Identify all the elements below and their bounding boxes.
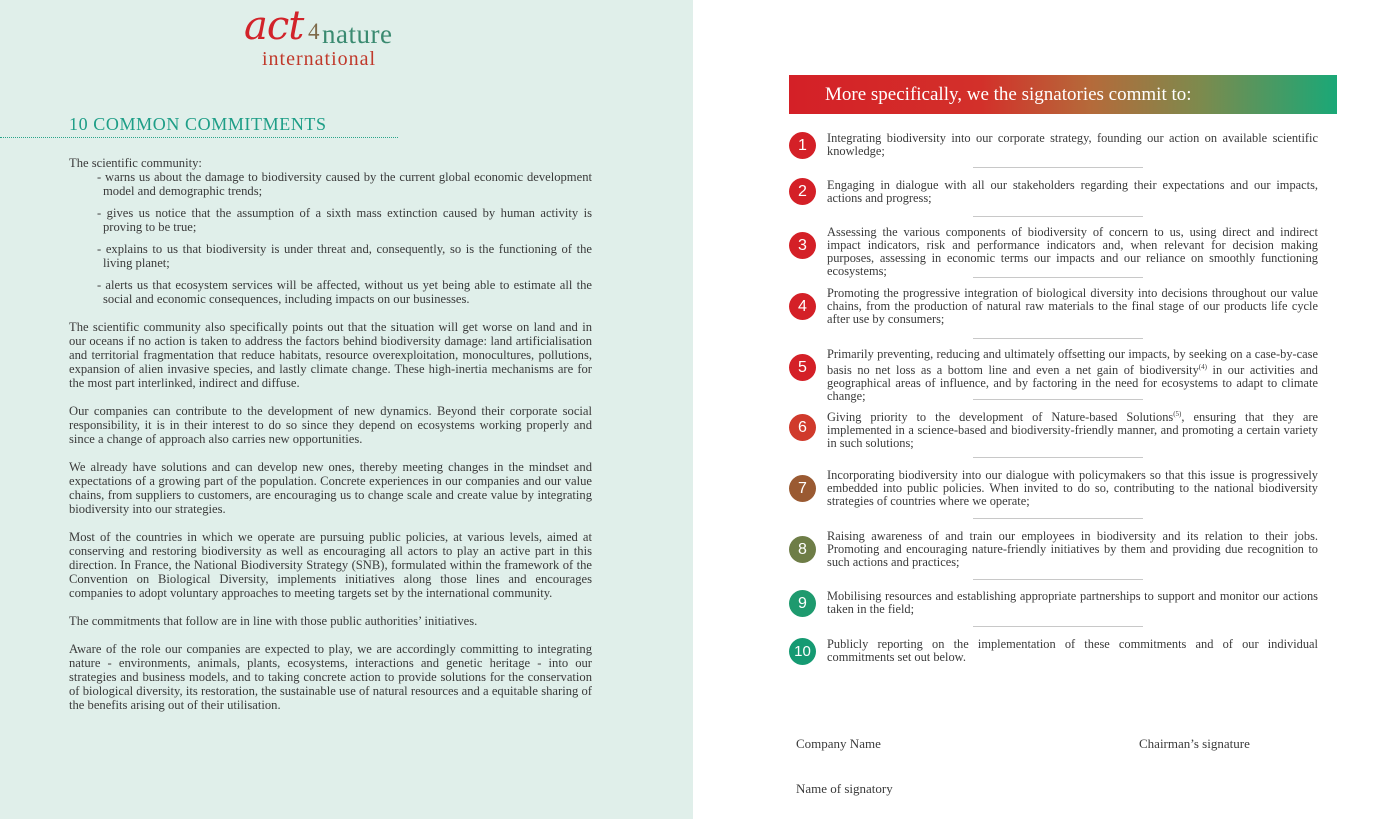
commitments-banner: More specifically, we the signatories commit to: xyxy=(789,75,1337,114)
commitment-divider xyxy=(973,626,1143,627)
commitment-number-badge: 4 xyxy=(789,293,816,320)
commitment-text: Mobilising resources and establishing appropriate partnerships to support and monitor our actions taken in the field; xyxy=(827,589,1318,616)
logo-four: 4 xyxy=(308,19,320,44)
commitment-divider xyxy=(973,457,1143,458)
logo-international: international xyxy=(262,48,377,70)
commitment-number-badge: 5 xyxy=(789,354,816,381)
commitment-number-badge: 8 xyxy=(789,536,816,563)
title-divider xyxy=(0,137,398,138)
paragraph: The scientific community also specifically points out that the situation will get worse on land and in our oceans if no action is taken to address the factors behind biodiversity damage: land artificialisation and territorial fragmentation that reduce habitats, resource overexploitation, monocultures, pollutions, expansion of alien invasive species, and lastly climate change. These high-inertia mechanisms are for the most part interlinked, indirect and diffuse. xyxy=(69,320,592,390)
intro-line: The scientific community: xyxy=(69,156,202,170)
commitment-text: Incorporating biodiversity into our dialogue with policymakers so that this issue is progressively embedded into public policies. When invited to do so, contributing to the national biodiversity strategies of countries where we operate; xyxy=(827,468,1318,508)
commitment-number-badge: 7 xyxy=(789,475,816,502)
paragraph: Aware of the role our companies are expected to play, we are accordingly committing to integrating nature - environments, animals, plants, ecosystems, interactions and genetic heritage - into our strategies and business models, and to taking concrete action to provide solutions for the conservation of biological diversity, its restoration, the sustainable use of natural resources and a equitable sharing of the benefits arising out of their utilisation. xyxy=(69,642,592,712)
left-body-text xyxy=(69,156,592,726)
commitment-number-badge: 10 xyxy=(789,638,816,665)
bullet-item: - alerts us that ecosystem services will be affected, without us yet being able to estimate all the social and economic consequences, including impacts on our businesses. xyxy=(97,278,592,306)
commitment-divider xyxy=(973,277,1143,278)
company-name-label: Company Name xyxy=(796,736,881,751)
right-page xyxy=(693,0,1384,819)
commitment-divider xyxy=(973,399,1143,400)
commitment-divider xyxy=(973,579,1143,580)
act4nature-logo xyxy=(244,4,424,70)
commitment-text: Assessing the various components of biodiversity of concern to us, using direct and indirect impact indicators, risk and performance indicators and, when relevant for decision making purposes, assessing in economic terms our impacts and our reliance on smoothly functioning ecosystems; xyxy=(827,225,1318,278)
commitment-divider xyxy=(973,167,1143,168)
bullet-list xyxy=(69,170,592,306)
commitment-text: Giving priority to the development of Nature-based Solutions$^{(5)}$, ensuring that they are implemented in a science-based and biodiversity-friendly manner, and promoting a certain variety in such solutions; xyxy=(827,410,1319,451)
signatory-name-label: Name of signatory xyxy=(796,781,893,796)
logo-nature: nature xyxy=(322,19,393,49)
commitment-text: Engaging in dialogue with all our stakeholders regarding their expectations and our impacts, actions and progress; xyxy=(827,178,1318,205)
section-title: 10 COMMON COMMITMENTS xyxy=(69,114,327,134)
commitment-number-badge: 1 xyxy=(789,132,816,159)
bullet-item: - gives us notice that the assumption of a sixth mass extinction caused by human activity is proving to be true; xyxy=(97,206,592,234)
commitment-divider xyxy=(973,518,1143,519)
bullet-item: - warns us about the damage to biodiversity caused by the current global economic development model and demographic trends; xyxy=(97,170,592,198)
commitment-number-badge: 2 xyxy=(789,178,816,205)
commitment-divider xyxy=(973,216,1143,217)
paragraph: Most of the countries in which we operate are pursuing public policies, at various levels, aimed at conserving and restoring biodiversity as well as encouraging all actors to play an active part in this direction. In France, the National Biodiversity Strategy (SNB), formulated within the framework of the Convention on Biological Diversity, implements initiatives along those lines and encourages companies to adopt voluntary approaches to meeting targets set by the international community. xyxy=(69,530,592,600)
commitment-text: Integrating biodiversity into our corporate strategy, founding our action on available scientific knowledge; xyxy=(827,131,1318,158)
logo-act: act xyxy=(244,3,304,49)
commitment-number-badge: 9 xyxy=(789,590,816,617)
chairman-signature-label: Chairman’s signature xyxy=(1139,736,1250,751)
commitment-divider xyxy=(973,338,1143,339)
commitment-text: Raising awareness of and train our employees in biodiversity and its relation to their jobs. Promoting and encouraging nature-friendly initiatives by them and providing due recognition to such actions and practices; xyxy=(827,529,1318,569)
paragraph: Our companies can contribute to the development of new dynamics. Beyond their corporate social responsibility, it is in their interest to do so since they depend on ecosystems working properly and since a change of approach also carries new opportunities. xyxy=(69,404,592,446)
commitment-text: Primarily preventing, reducing and ultimately offsetting our impacts, by seeking on a case-by-case basis no net loss as a bottom line and even a net gain of biodiversity$^{(4)}$ in our activities and geographical areas of influence, and by factoring in the need for ecosystems to adapt to climate change; xyxy=(827,347,1319,404)
paragraph: The commitments that follow are in line with those public authorities’ initiatives. xyxy=(69,614,478,628)
paragraph: We already have solutions and can develop new ones, thereby meeting changes in the mindset and expectations of a growing part of the population. Concrete experiences in our companies and our value chains, from suppliers to customers, are encouraging us to change scale and create value by integrating biodiversity into our strategies. xyxy=(69,460,592,516)
commitment-text: Publicly reporting on the implementation of these commitments and of our individual commitments set out below. xyxy=(827,637,1318,664)
commitment-number-badge: 6 xyxy=(789,414,816,441)
commitment-text: Promoting the progressive integration of biological diversity into decisions throughout our value chains, from the production of natural raw materials to the final stage of our products life cycle after use by consumers; xyxy=(827,286,1318,326)
bullet-item: - explains to us that biodiversity is under threat and, consequently, so is the functioning of the living planet; xyxy=(97,242,592,270)
commitment-number-badge: 3 xyxy=(789,232,816,259)
